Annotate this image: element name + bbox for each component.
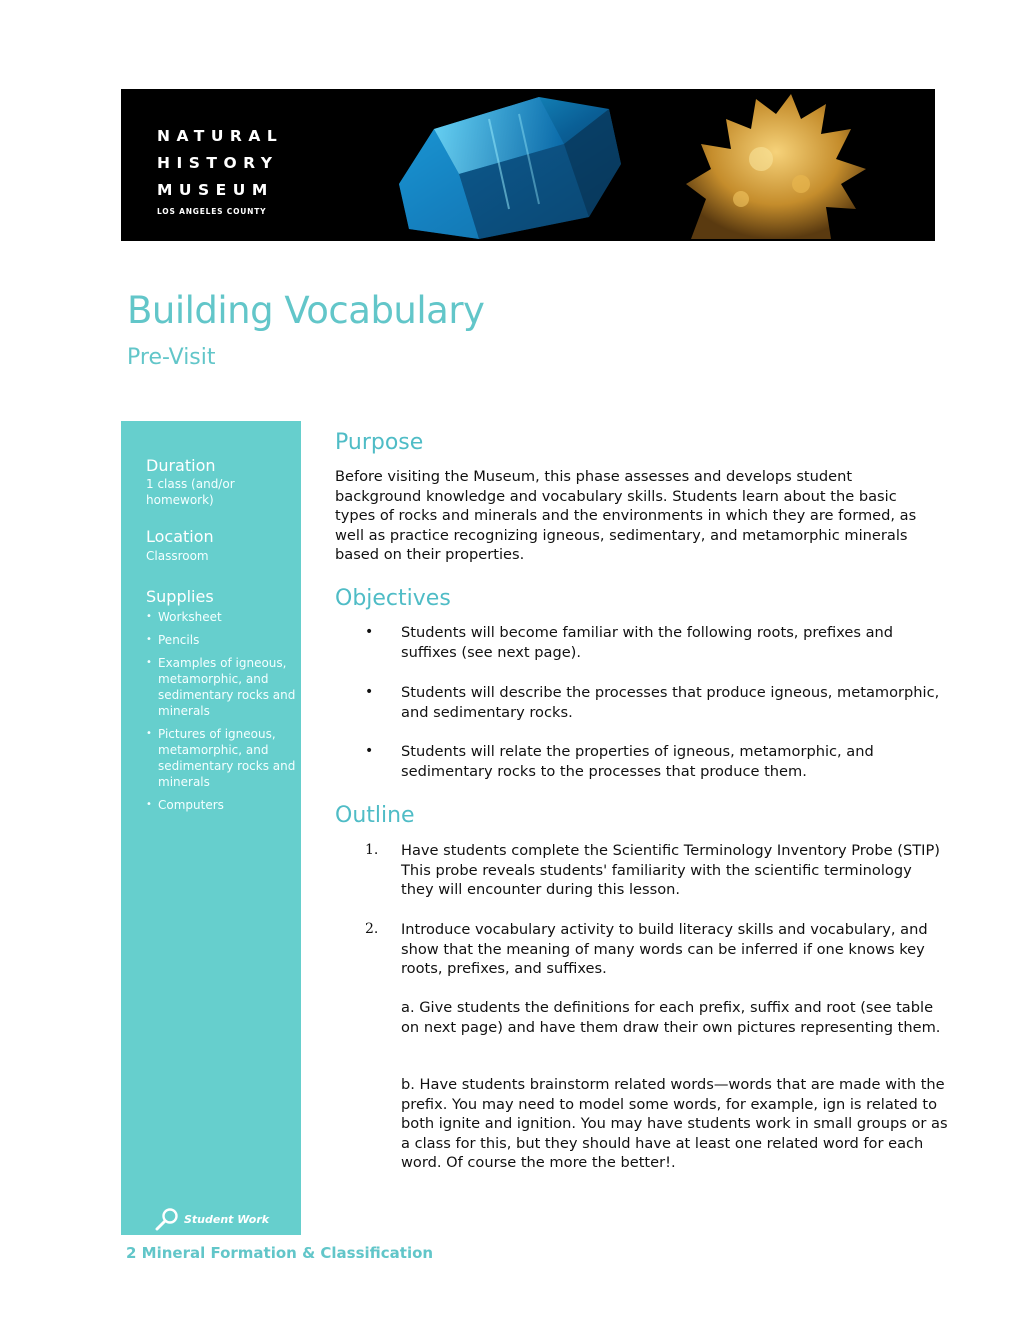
supply-item: • Examples of igneous, metamorphic, and sedimentary rocks and minerals bbox=[146, 655, 296, 719]
supply-item: • Pictures of igneous, metamorphic, and sedimentary rocks and minerals bbox=[146, 726, 296, 790]
objectives-heading: Objectives bbox=[335, 586, 451, 611]
supplies-heading: Supplies bbox=[146, 587, 214, 606]
purpose-heading: Purpose bbox=[335, 430, 424, 455]
purpose-text: Before visiting the Museum, this phase assesses and develops student background knowledge and vocabulary skills. Students learn about the basic types of rocks and minerals and the environments in which they are formed, as well as practice recognizing igneous, sedimentary, and metamorphic minerals based on their properties. bbox=[335, 468, 917, 563]
page-footer: 2 Mineral Formation & Classification bbox=[126, 1244, 434, 1262]
blue-gem-image bbox=[389, 89, 649, 241]
outline-text: Introduce vocabulary activity to build literacy skills and vocabulary, and show that the meaning of many words can be inferred if one knows key roots, prefixes, and suffixes. bbox=[401, 921, 928, 977]
outline-heading: Outline bbox=[335, 803, 415, 828]
page-title: Building Vocabulary bbox=[127, 289, 485, 332]
outline-text: Have students complete the Scientific Terminology Inventory Probe (STIP) This probe reveals students' familiarity with the scientific terminology they will encounter during this lesson. bbox=[401, 842, 940, 898]
page-subtitle: Pre-Visit bbox=[127, 345, 216, 370]
objective-text: Students will become familiar with the following roots, prefixes and suffixes (see next page). bbox=[401, 624, 894, 661]
supply-item: • Computers bbox=[146, 797, 296, 813]
magnifier-icon bbox=[154, 1207, 180, 1231]
info-sidebar bbox=[121, 421, 301, 1235]
objective-text: Students will relate the properties of igneous, metamorphic, and sedimentary rocks to the processes that produce them. bbox=[401, 743, 874, 780]
logo-subtitle: LOS ANGELES COUNTY bbox=[157, 207, 267, 216]
logo-line-3: MUSEUM bbox=[157, 181, 274, 199]
gold-crystal-image bbox=[651, 89, 901, 241]
museum-logo bbox=[157, 123, 283, 216]
supplies-list bbox=[146, 609, 296, 820]
logo-line-1: NATURAL bbox=[157, 127, 284, 145]
logo-line-2: HISTORY bbox=[157, 154, 279, 172]
outline-number: 2. bbox=[365, 921, 379, 937]
duration-text: 1 class (and/or homework) bbox=[146, 477, 235, 507]
duration-heading: Duration bbox=[146, 456, 216, 475]
student-work-label: Student Work bbox=[184, 1212, 270, 1226]
student-work-tag bbox=[154, 1207, 269, 1231]
supply-item: • Pencils bbox=[146, 632, 296, 648]
header-banner bbox=[121, 89, 935, 241]
location-text: Classroom bbox=[146, 549, 209, 563]
supply-item: • Worksheet bbox=[146, 609, 296, 625]
outline-number: 1. bbox=[365, 842, 379, 858]
objective-text: Students will describe the processes that produce igneous, metamorphic, and sedimentary rocks. bbox=[401, 684, 940, 721]
location-heading: Location bbox=[146, 527, 214, 546]
